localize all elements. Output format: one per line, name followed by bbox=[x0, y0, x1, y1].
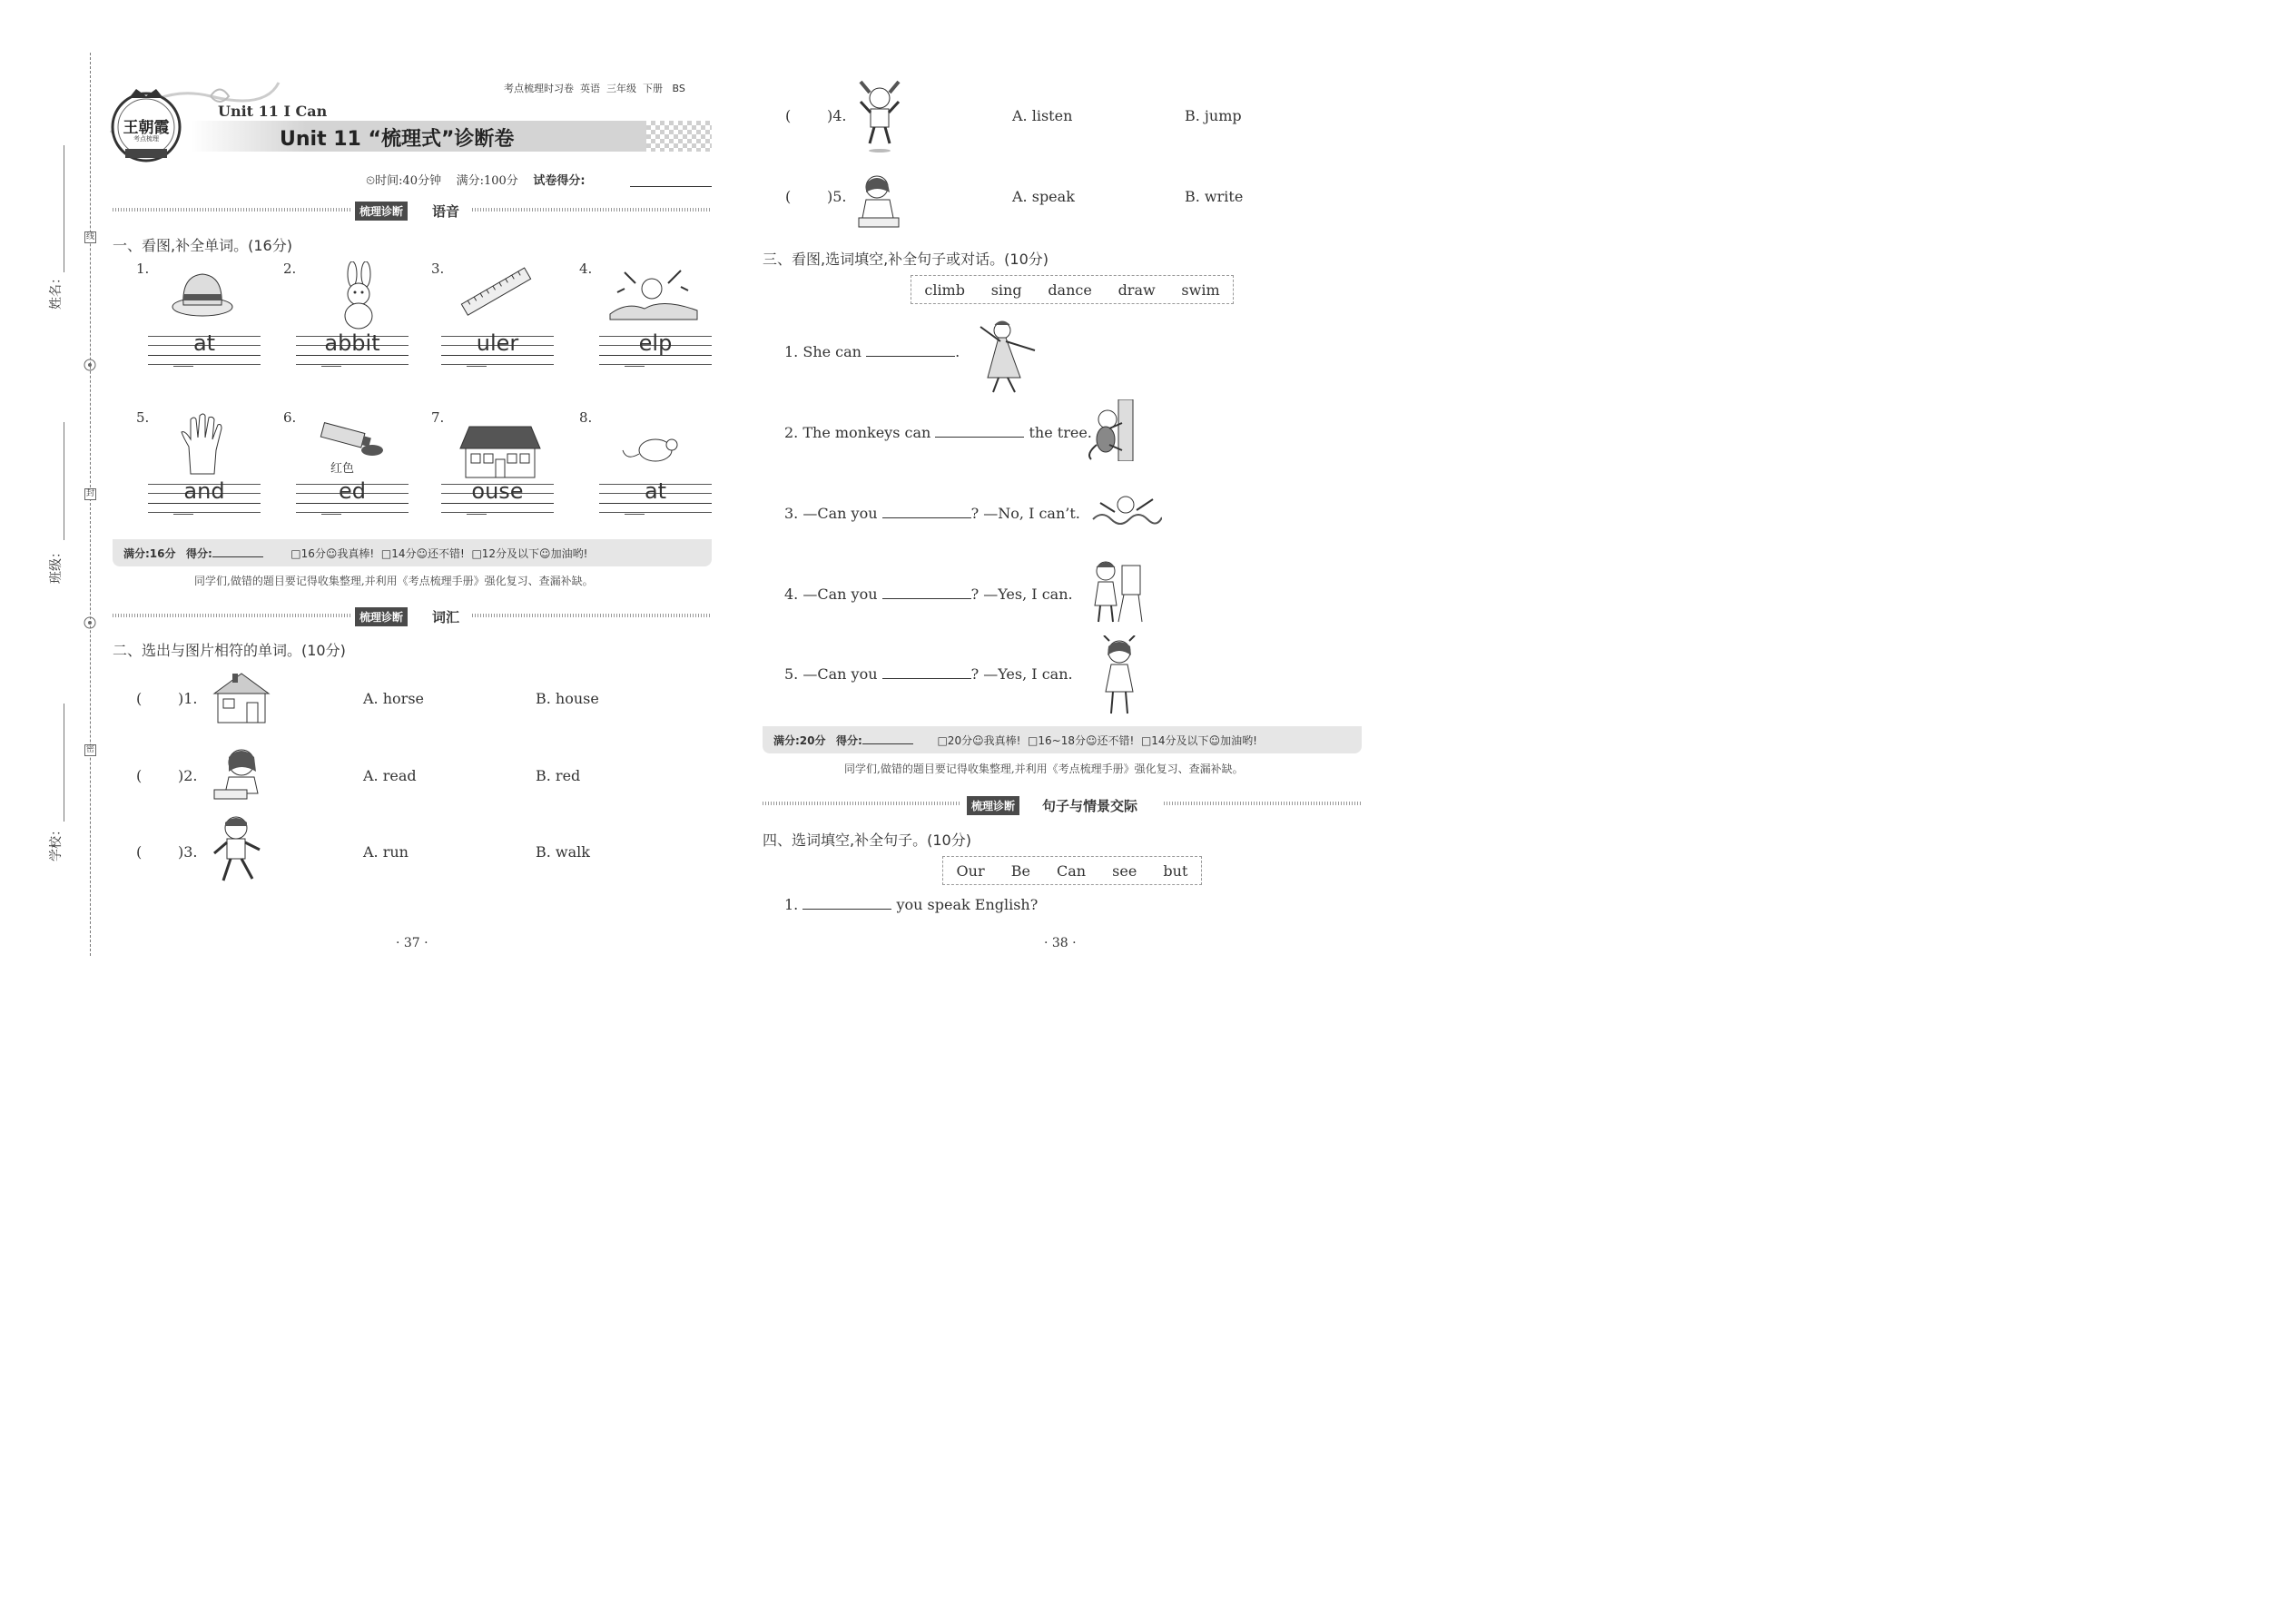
sentence-3-5: 5. —Can you ? —Yes, I can. bbox=[784, 665, 1073, 683]
seal-mark-seal: 封 bbox=[85, 489, 94, 498]
smile-icon: ☺ bbox=[325, 547, 338, 560]
question-3-title: 三、看图,选词填空,补全句子或对话。(10分) bbox=[763, 251, 1049, 268]
sentence-4-1: 1. you speak English? bbox=[784, 896, 1039, 913]
smile-icon: ☺ bbox=[539, 547, 551, 560]
red-paint-picture bbox=[318, 419, 386, 459]
flower-ornament-icon bbox=[83, 615, 97, 630]
word-lines-2: abbit bbox=[296, 336, 409, 372]
hand-picture bbox=[178, 410, 229, 477]
red-color-label: 红色 bbox=[330, 462, 355, 476]
girl-singing-picture bbox=[1097, 635, 1142, 717]
section-heading-sentences: 句子与情景交际 bbox=[1042, 798, 1138, 814]
score-bar-3: 满分:20分 得分: □20分☺我真棒! □16~18分☺还不错! □14分及以下☺加油哟! bbox=[763, 726, 1362, 753]
sentence-3-1: 1. She can . bbox=[784, 343, 960, 360]
binding-line bbox=[90, 53, 91, 956]
answer-paren-4[interactable]: )4. bbox=[827, 107, 847, 124]
sentence-3-2: 2. The monkeys can the tree. bbox=[784, 424, 1092, 441]
word-lines-8: at bbox=[599, 484, 712, 520]
word-lines-3: uler bbox=[441, 336, 554, 372]
header-meta: 考点梳理时习卷 英语 三年级 下册 BS bbox=[504, 83, 685, 94]
word-lines-1: at bbox=[148, 336, 261, 372]
girl-dancing-picture bbox=[975, 318, 1040, 396]
page-number-left: · 37 · bbox=[396, 936, 428, 950]
sentence-3-4: 4. —Can you ? —Yes, I can. bbox=[784, 586, 1073, 603]
rat-picture bbox=[621, 428, 688, 468]
school-label: 学校： bbox=[49, 823, 64, 861]
house-picture bbox=[458, 423, 542, 479]
seal-mark-line: 线 bbox=[85, 232, 94, 241]
help-picture bbox=[608, 265, 699, 321]
hat-picture bbox=[171, 265, 234, 320]
girl-jumping-picture bbox=[857, 78, 902, 154]
review-note-3: 同学们,做错的题目要记得收集整理,并利用《考点梳理手册》强化复习、查漏补缺。 bbox=[844, 763, 1244, 775]
review-note-1: 同学们,做错的题目要记得收集整理,并利用《考点梳理手册》强化复习、查漏补缺。 bbox=[194, 575, 594, 587]
header-checker bbox=[646, 121, 712, 152]
section-badge: 梳理诊断 bbox=[967, 796, 1019, 815]
logo-badge bbox=[109, 85, 183, 163]
seal-mark-secret: 密 bbox=[85, 745, 94, 754]
exam-score-blank[interactable] bbox=[630, 186, 712, 187]
clock-icon: ⏲ bbox=[366, 174, 376, 188]
section-badge: 梳理诊断 bbox=[355, 607, 408, 626]
girl-reading-picture bbox=[211, 744, 267, 801]
section-heading-vocab: 词汇 bbox=[432, 609, 460, 625]
smile-icon: ☺ bbox=[416, 547, 428, 560]
answer-paren-3[interactable]: )3. bbox=[178, 843, 198, 861]
word-lines-7: ouse bbox=[441, 484, 554, 520]
exam-info: ⏲时间:40分钟 满分:100分 试卷得分: bbox=[366, 174, 586, 188]
logo-sub: 考点梳理 bbox=[133, 135, 159, 143]
name-label: 姓名： bbox=[49, 271, 64, 310]
logo-text: 王朝霞 bbox=[123, 119, 170, 137]
word-lines-6: ed bbox=[296, 484, 409, 520]
house-picture bbox=[212, 670, 271, 724]
class-label: 班级： bbox=[49, 546, 64, 584]
score-bar-1: 满分:16分 得分: □16分☺我真棒! □14分☺还不错! □12分及以下☺加油哟! bbox=[113, 539, 712, 566]
sentence-3-3: 3. —Can you ? —No, I can’t. bbox=[784, 505, 1080, 522]
ruler-picture bbox=[458, 265, 536, 320]
question-2-title: 二、选出与图片相符的单词。(10分) bbox=[113, 642, 346, 659]
word-lines-5: and bbox=[148, 484, 261, 520]
rabbit-picture bbox=[334, 261, 384, 330]
section-badge: 梳理诊断 bbox=[355, 202, 408, 221]
flower-ornament-icon bbox=[83, 358, 97, 372]
question-1-title: 一、看图,补全单词。(16分) bbox=[113, 237, 292, 254]
unit-subtitle: Unit 11 I Can bbox=[218, 103, 328, 120]
swimming-picture bbox=[1091, 488, 1162, 532]
monkey-climbing-picture bbox=[1082, 399, 1142, 461]
page-title: Unit 11 “梳理式”诊断卷 bbox=[280, 128, 515, 151]
page-number-right: · 38 · bbox=[1044, 936, 1077, 950]
girl-writing-picture bbox=[853, 171, 908, 231]
word-bank-3: climb sing dance draw swim bbox=[911, 275, 1234, 304]
smile-icon: ☺ bbox=[972, 734, 984, 747]
word-lines-4: elp bbox=[599, 336, 712, 372]
answer-paren-5[interactable]: )5. bbox=[827, 188, 847, 205]
smile-icon: ☺ bbox=[1208, 734, 1221, 747]
word-bank-4: Our Be Can see but bbox=[942, 856, 1202, 885]
smile-icon: ☺ bbox=[1085, 734, 1098, 747]
answer-paren-1[interactable]: )1. bbox=[178, 690, 198, 707]
boy-running-picture bbox=[211, 815, 267, 893]
section-heading-phonics: 语音 bbox=[432, 203, 460, 220]
girl-drawing-picture bbox=[1088, 558, 1144, 624]
answer-paren-2[interactable]: )2. bbox=[178, 767, 198, 784]
question-4-title: 四、选词填空,补全句子。(10分) bbox=[763, 832, 971, 849]
